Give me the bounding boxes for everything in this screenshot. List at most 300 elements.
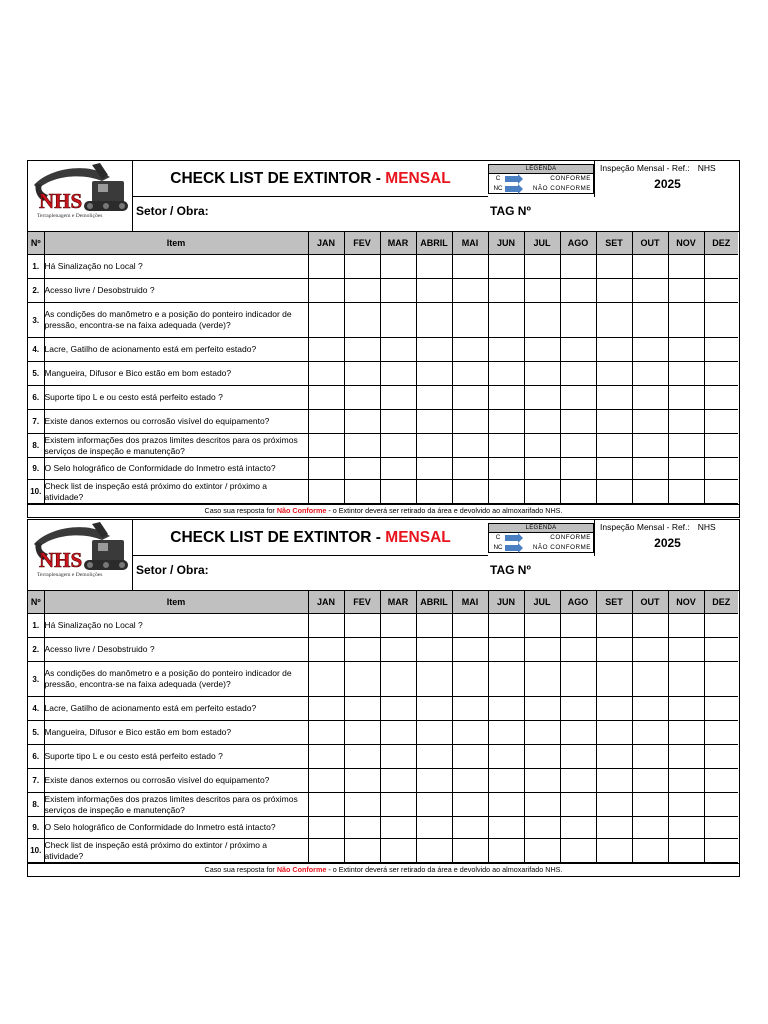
- month-check-cell[interactable]: [632, 434, 668, 458]
- month-check-cell[interactable]: [452, 362, 488, 386]
- month-check-cell[interactable]: [380, 434, 416, 458]
- month-check-cell[interactable]: [308, 338, 344, 362]
- month-check-cell[interactable]: [704, 434, 738, 458]
- month-check-cell[interactable]: [344, 434, 380, 458]
- arrow-right-icon: [505, 176, 518, 182]
- month-check-cell[interactable]: [524, 338, 560, 362]
- month-check-cell[interactable]: [416, 480, 452, 504]
- month-check-cell[interactable]: [452, 458, 488, 480]
- month-check-cell[interactable]: [416, 793, 452, 817]
- item-number: 9.: [28, 817, 44, 839]
- month-check-cell[interactable]: [308, 817, 344, 839]
- month-check-cell[interactable]: [596, 338, 632, 362]
- month-check-cell[interactable]: [488, 434, 524, 458]
- month-check-cell[interactable]: [488, 303, 524, 338]
- month-check-cell[interactable]: [308, 458, 344, 480]
- month-check-cell[interactable]: [668, 279, 704, 303]
- month-check-cell[interactable]: [668, 458, 704, 480]
- month-check-cell[interactable]: [560, 662, 596, 697]
- month-check-cell[interactable]: [632, 458, 668, 480]
- month-check-cell[interactable]: [452, 338, 488, 362]
- month-check-cell[interactable]: [524, 434, 560, 458]
- month-check-cell[interactable]: [344, 769, 380, 793]
- month-check-cell[interactable]: [632, 817, 668, 839]
- month-check-cell[interactable]: [632, 386, 668, 410]
- month-check-cell[interactable]: [416, 817, 452, 839]
- month-check-cell[interactable]: [596, 745, 632, 769]
- month-check-cell[interactable]: [416, 303, 452, 338]
- title-area: [133, 520, 488, 556]
- month-check-cell[interactable]: [452, 745, 488, 769]
- item-text: Há Sinalização no Local ?: [44, 255, 308, 279]
- month-check-cell[interactable]: [632, 721, 668, 745]
- month-check-cell[interactable]: [524, 279, 560, 303]
- month-check-cell[interactable]: [668, 697, 704, 721]
- month-check-cell[interactable]: [704, 745, 738, 769]
- month-check-cell[interactable]: [308, 480, 344, 504]
- table-header-row: [28, 591, 738, 614]
- month-check-cell[interactable]: [524, 817, 560, 839]
- month-check-cell[interactable]: [668, 614, 704, 638]
- month-check-cell[interactable]: [488, 638, 524, 662]
- month-check-cell[interactable]: [488, 697, 524, 721]
- month-check-cell[interactable]: [344, 638, 380, 662]
- month-check-cell[interactable]: [308, 721, 344, 745]
- month-check-cell[interactable]: [488, 817, 524, 839]
- table-row: [28, 769, 738, 793]
- checklist-form-2: [27, 519, 740, 877]
- month-check-cell[interactable]: [416, 338, 452, 362]
- month-check-cell[interactable]: [380, 638, 416, 662]
- month-check-cell[interactable]: [380, 662, 416, 697]
- item-number: 1.: [28, 255, 44, 279]
- month-check-cell[interactable]: [452, 839, 488, 863]
- month-check-cell[interactable]: [344, 458, 380, 480]
- month-check-cell[interactable]: [596, 410, 632, 434]
- month-check-cell[interactable]: [632, 614, 668, 638]
- month-check-cell[interactable]: [380, 458, 416, 480]
- month-check-cell[interactable]: [452, 662, 488, 697]
- month-check-cell[interactable]: [632, 279, 668, 303]
- month-check-cell[interactable]: [668, 386, 704, 410]
- month-check-cell[interactable]: [632, 255, 668, 279]
- month-check-cell[interactable]: [308, 614, 344, 638]
- month-check-cell[interactable]: [380, 769, 416, 793]
- month-check-cell[interactable]: [524, 386, 560, 410]
- month-check-cell[interactable]: [596, 614, 632, 638]
- month-check-cell[interactable]: [452, 480, 488, 504]
- month-check-cell[interactable]: [560, 839, 596, 863]
- setor-obra-label[interactable]: Setor / Obra:: [136, 563, 209, 577]
- month-check-cell[interactable]: [344, 279, 380, 303]
- month-check-cell[interactable]: [596, 279, 632, 303]
- month-check-cell[interactable]: [668, 769, 704, 793]
- item-number: 2.: [28, 638, 44, 662]
- item-number: 8.: [28, 793, 44, 817]
- month-check-cell[interactable]: [308, 697, 344, 721]
- month-check-cell[interactable]: [344, 362, 380, 386]
- month-check-cell[interactable]: [488, 362, 524, 386]
- month-check-cell[interactable]: [668, 839, 704, 863]
- month-check-cell[interactable]: [452, 817, 488, 839]
- month-check-cell[interactable]: [668, 255, 704, 279]
- month-check-cell[interactable]: [632, 769, 668, 793]
- month-check-cell[interactable]: [668, 638, 704, 662]
- month-check-cell[interactable]: [380, 839, 416, 863]
- legend-code: NC: [493, 185, 503, 192]
- month-check-cell[interactable]: [380, 362, 416, 386]
- month-check-cell[interactable]: [416, 362, 452, 386]
- month-check-cell[interactable]: [632, 410, 668, 434]
- month-check-cell[interactable]: [560, 279, 596, 303]
- month-check-cell[interactable]: [704, 458, 738, 480]
- month-check-cell[interactable]: [560, 362, 596, 386]
- legend-code: NC: [493, 544, 503, 551]
- column-header-month: NOV: [668, 232, 704, 255]
- column-header-month: SET: [596, 232, 632, 255]
- month-check-cell[interactable]: [452, 410, 488, 434]
- title-area: [133, 161, 488, 197]
- month-check-cell[interactable]: [416, 721, 452, 745]
- month-check-cell[interactable]: [632, 697, 668, 721]
- month-check-cell[interactable]: [632, 745, 668, 769]
- month-check-cell[interactable]: [452, 793, 488, 817]
- month-check-cell[interactable]: [560, 386, 596, 410]
- checklist-form-1: [27, 160, 740, 518]
- month-check-cell[interactable]: [380, 721, 416, 745]
- month-check-cell[interactable]: [488, 480, 524, 504]
- month-check-cell[interactable]: [704, 386, 738, 410]
- month-check-cell[interactable]: [452, 721, 488, 745]
- month-check-cell[interactable]: [416, 839, 452, 863]
- month-check-cell[interactable]: [560, 614, 596, 638]
- tag-label[interactable]: TAG Nº: [490, 204, 531, 218]
- excavator-logo-icon: [28, 520, 132, 590]
- item-number: 6.: [28, 386, 44, 410]
- month-check-cell[interactable]: [632, 662, 668, 697]
- month-check-cell[interactable]: [524, 255, 560, 279]
- month-check-cell[interactable]: [488, 255, 524, 279]
- month-check-cell[interactable]: [668, 303, 704, 338]
- month-check-cell[interactable]: [704, 662, 738, 697]
- month-check-cell[interactable]: [344, 255, 380, 279]
- column-header-month: DEZ: [704, 232, 738, 255]
- item-number: 8.: [28, 434, 44, 458]
- month-check-cell[interactable]: [668, 721, 704, 745]
- month-check-cell[interactable]: [596, 721, 632, 745]
- month-check-cell[interactable]: [344, 745, 380, 769]
- month-check-cell[interactable]: [380, 279, 416, 303]
- table-row: [28, 662, 738, 697]
- month-check-cell[interactable]: [308, 745, 344, 769]
- month-check-cell[interactable]: [344, 480, 380, 504]
- month-check-cell[interactable]: [308, 793, 344, 817]
- month-check-cell[interactable]: [308, 303, 344, 338]
- month-check-cell[interactable]: [308, 638, 344, 662]
- month-check-cell[interactable]: [596, 362, 632, 386]
- month-check-cell[interactable]: [308, 410, 344, 434]
- month-check-cell[interactable]: [452, 769, 488, 793]
- tag-label[interactable]: TAG Nº: [490, 563, 531, 577]
- month-check-cell[interactable]: [560, 817, 596, 839]
- month-check-cell[interactable]: [560, 480, 596, 504]
- month-check-cell[interactable]: [488, 662, 524, 697]
- column-header-num: Nº: [28, 591, 44, 614]
- month-check-cell[interactable]: [704, 839, 738, 863]
- month-check-cell[interactable]: [560, 697, 596, 721]
- month-check-cell[interactable]: [344, 338, 380, 362]
- month-check-cell[interactable]: [416, 614, 452, 638]
- month-check-cell[interactable]: [416, 255, 452, 279]
- table-row: [28, 817, 738, 839]
- month-check-cell[interactable]: [596, 638, 632, 662]
- month-check-cell[interactable]: [452, 303, 488, 338]
- month-check-cell[interactable]: [524, 745, 560, 769]
- month-check-cell[interactable]: [668, 434, 704, 458]
- month-check-cell[interactable]: [452, 434, 488, 458]
- month-check-cell[interactable]: [308, 839, 344, 863]
- month-check-cell[interactable]: [416, 386, 452, 410]
- month-check-cell[interactable]: [380, 255, 416, 279]
- item-text: Check list de inspeção está próximo do extintor / próximo a atividade?: [44, 839, 308, 863]
- month-check-cell[interactable]: [668, 662, 704, 697]
- item-number: 5.: [28, 721, 44, 745]
- month-check-cell[interactable]: [524, 638, 560, 662]
- month-check-cell[interactable]: [704, 769, 738, 793]
- month-check-cell[interactable]: [524, 303, 560, 338]
- month-check-cell[interactable]: [596, 255, 632, 279]
- month-check-cell[interactable]: [344, 793, 380, 817]
- month-check-cell[interactable]: [524, 721, 560, 745]
- month-check-cell[interactable]: [488, 279, 524, 303]
- legend-text: NÃO CONFORME: [532, 544, 591, 551]
- month-check-cell[interactable]: [704, 338, 738, 362]
- month-check-cell[interactable]: [488, 614, 524, 638]
- column-header-month: AGO: [560, 232, 596, 255]
- table-row: [28, 458, 738, 480]
- table-row: [28, 255, 738, 279]
- month-check-cell[interactable]: [308, 662, 344, 697]
- month-check-cell[interactable]: [344, 721, 380, 745]
- month-check-cell[interactable]: [380, 745, 416, 769]
- month-check-cell[interactable]: [560, 303, 596, 338]
- item-number: 1.: [28, 614, 44, 638]
- month-check-cell[interactable]: [344, 614, 380, 638]
- month-check-cell[interactable]: [596, 458, 632, 480]
- month-check-cell[interactable]: [596, 386, 632, 410]
- month-check-cell[interactable]: [524, 662, 560, 697]
- month-check-cell[interactable]: [524, 410, 560, 434]
- logo-text: NHS: [39, 189, 83, 213]
- month-check-cell[interactable]: [416, 279, 452, 303]
- table-row: [28, 697, 738, 721]
- month-check-cell[interactable]: [668, 362, 704, 386]
- column-header-item: Item: [44, 232, 308, 255]
- month-check-cell[interactable]: [488, 410, 524, 434]
- month-check-cell[interactable]: [632, 362, 668, 386]
- month-check-cell[interactable]: [416, 410, 452, 434]
- month-check-cell[interactable]: [632, 839, 668, 863]
- month-check-cell[interactable]: [380, 793, 416, 817]
- month-check-cell[interactable]: [560, 255, 596, 279]
- month-check-cell[interactable]: [380, 614, 416, 638]
- month-check-cell[interactable]: [308, 769, 344, 793]
- note-highlight: Não Conforme: [276, 865, 327, 874]
- month-check-cell[interactable]: [596, 480, 632, 504]
- month-check-cell[interactable]: [308, 279, 344, 303]
- month-check-cell[interactable]: [416, 458, 452, 480]
- month-check-cell[interactable]: [488, 793, 524, 817]
- legend-code: C: [495, 175, 501, 182]
- item-number: 4.: [28, 697, 44, 721]
- month-check-cell[interactable]: [560, 721, 596, 745]
- month-check-cell[interactable]: [596, 769, 632, 793]
- month-check-cell[interactable]: [704, 638, 738, 662]
- title-highlight: MENSAL: [385, 529, 451, 546]
- month-check-cell[interactable]: [344, 386, 380, 410]
- month-check-cell[interactable]: [704, 255, 738, 279]
- month-check-cell[interactable]: [560, 338, 596, 362]
- month-check-cell[interactable]: [632, 303, 668, 338]
- month-check-cell[interactable]: [596, 662, 632, 697]
- month-check-cell[interactable]: [344, 817, 380, 839]
- month-check-cell[interactable]: [344, 662, 380, 697]
- month-check-cell[interactable]: [452, 697, 488, 721]
- month-check-cell[interactable]: [488, 839, 524, 863]
- month-check-cell[interactable]: [488, 386, 524, 410]
- month-check-cell[interactable]: [416, 434, 452, 458]
- table-row: [28, 410, 738, 434]
- month-check-cell[interactable]: [416, 745, 452, 769]
- month-check-cell[interactable]: [308, 386, 344, 410]
- month-check-cell[interactable]: [380, 303, 416, 338]
- month-check-cell[interactable]: [596, 697, 632, 721]
- month-check-cell[interactable]: [668, 745, 704, 769]
- month-check-cell[interactable]: [488, 721, 524, 745]
- item-number: 4.: [28, 338, 44, 362]
- item-text: Lacre, Gatilho de acionamento está em perfeito estado?: [44, 697, 308, 721]
- month-check-cell[interactable]: [380, 386, 416, 410]
- month-check-cell[interactable]: [668, 338, 704, 362]
- month-check-cell[interactable]: [668, 480, 704, 504]
- month-check-cell[interactable]: [452, 638, 488, 662]
- month-check-cell[interactable]: [704, 362, 738, 386]
- month-check-cell[interactable]: [308, 362, 344, 386]
- month-check-cell[interactable]: [488, 745, 524, 769]
- month-check-cell[interactable]: [560, 410, 596, 434]
- setor-obra-label[interactable]: Setor / Obra:: [136, 204, 209, 218]
- month-check-cell[interactable]: [524, 362, 560, 386]
- month-check-cell[interactable]: [524, 614, 560, 638]
- month-check-cell[interactable]: [524, 769, 560, 793]
- month-check-cell[interactable]: [344, 839, 380, 863]
- month-check-cell[interactable]: [704, 793, 738, 817]
- month-check-cell[interactable]: [416, 769, 452, 793]
- inspection-ref: [600, 163, 716, 173]
- month-check-cell[interactable]: [704, 614, 738, 638]
- month-check-cell[interactable]: [704, 279, 738, 303]
- month-check-cell[interactable]: [704, 480, 738, 504]
- column-header-month: JUL: [524, 232, 560, 255]
- month-check-cell[interactable]: [380, 410, 416, 434]
- inspection-year: 2025: [654, 177, 681, 191]
- month-check-cell[interactable]: [452, 614, 488, 638]
- month-check-cell[interactable]: [632, 338, 668, 362]
- month-check-cell[interactable]: [704, 721, 738, 745]
- month-check-cell[interactable]: [488, 458, 524, 480]
- month-check-cell[interactable]: [524, 480, 560, 504]
- month-check-cell[interactable]: [488, 769, 524, 793]
- month-check-cell[interactable]: [416, 697, 452, 721]
- month-check-cell[interactable]: [668, 793, 704, 817]
- month-check-cell[interactable]: [416, 638, 452, 662]
- month-check-cell[interactable]: [560, 638, 596, 662]
- month-check-cell[interactable]: [596, 434, 632, 458]
- month-check-cell[interactable]: [380, 817, 416, 839]
- table-row: [28, 745, 738, 769]
- month-check-cell[interactable]: [560, 745, 596, 769]
- month-check-cell[interactable]: [632, 793, 668, 817]
- month-check-cell[interactable]: [380, 480, 416, 504]
- table-header-row: [28, 232, 738, 255]
- table-row: [28, 362, 738, 386]
- month-check-cell[interactable]: [344, 697, 380, 721]
- month-check-cell[interactable]: [524, 458, 560, 480]
- month-check-cell[interactable]: [416, 662, 452, 697]
- month-check-cell[interactable]: [308, 255, 344, 279]
- month-check-cell[interactable]: [308, 434, 344, 458]
- month-check-cell[interactable]: [704, 410, 738, 434]
- arrow-right-icon: [505, 186, 518, 192]
- column-header-month: JUL: [524, 591, 560, 614]
- month-check-cell[interactable]: [560, 434, 596, 458]
- month-check-cell[interactable]: [452, 386, 488, 410]
- month-check-cell[interactable]: [704, 817, 738, 839]
- month-check-cell[interactable]: [560, 793, 596, 817]
- month-check-cell[interactable]: [488, 338, 524, 362]
- month-check-cell[interactable]: [380, 697, 416, 721]
- month-check-cell[interactable]: [632, 638, 668, 662]
- month-check-cell[interactable]: [452, 279, 488, 303]
- month-check-cell[interactable]: [452, 255, 488, 279]
- logo-text: NHS: [39, 548, 83, 572]
- month-check-cell[interactable]: [524, 839, 560, 863]
- month-check-cell[interactable]: [704, 697, 738, 721]
- item-text: O Selo holográfico de Conformidade do Inmetro está intacto?: [44, 458, 308, 480]
- month-check-cell[interactable]: [596, 793, 632, 817]
- month-check-cell[interactable]: [560, 769, 596, 793]
- month-check-cell[interactable]: [344, 303, 380, 338]
- month-check-cell[interactable]: [632, 480, 668, 504]
- legend-header: LEGENDA: [489, 524, 593, 533]
- item-text: Mangueira, Difusor e Bico estão em bom estado?: [44, 362, 308, 386]
- month-check-cell[interactable]: [524, 697, 560, 721]
- month-check-cell[interactable]: [344, 410, 380, 434]
- column-header-num: Nº: [28, 232, 44, 255]
- column-header-month: FEV: [344, 591, 380, 614]
- month-check-cell[interactable]: [560, 458, 596, 480]
- month-check-cell[interactable]: [596, 817, 632, 839]
- month-check-cell[interactable]: [596, 839, 632, 863]
- column-header-item: Item: [44, 591, 308, 614]
- month-check-cell[interactable]: [380, 338, 416, 362]
- month-check-cell[interactable]: [668, 410, 704, 434]
- month-check-cell[interactable]: [704, 303, 738, 338]
- month-check-cell[interactable]: [668, 817, 704, 839]
- column-header-month: JUN: [488, 232, 524, 255]
- month-check-cell[interactable]: [596, 303, 632, 338]
- month-check-cell[interactable]: [524, 793, 560, 817]
